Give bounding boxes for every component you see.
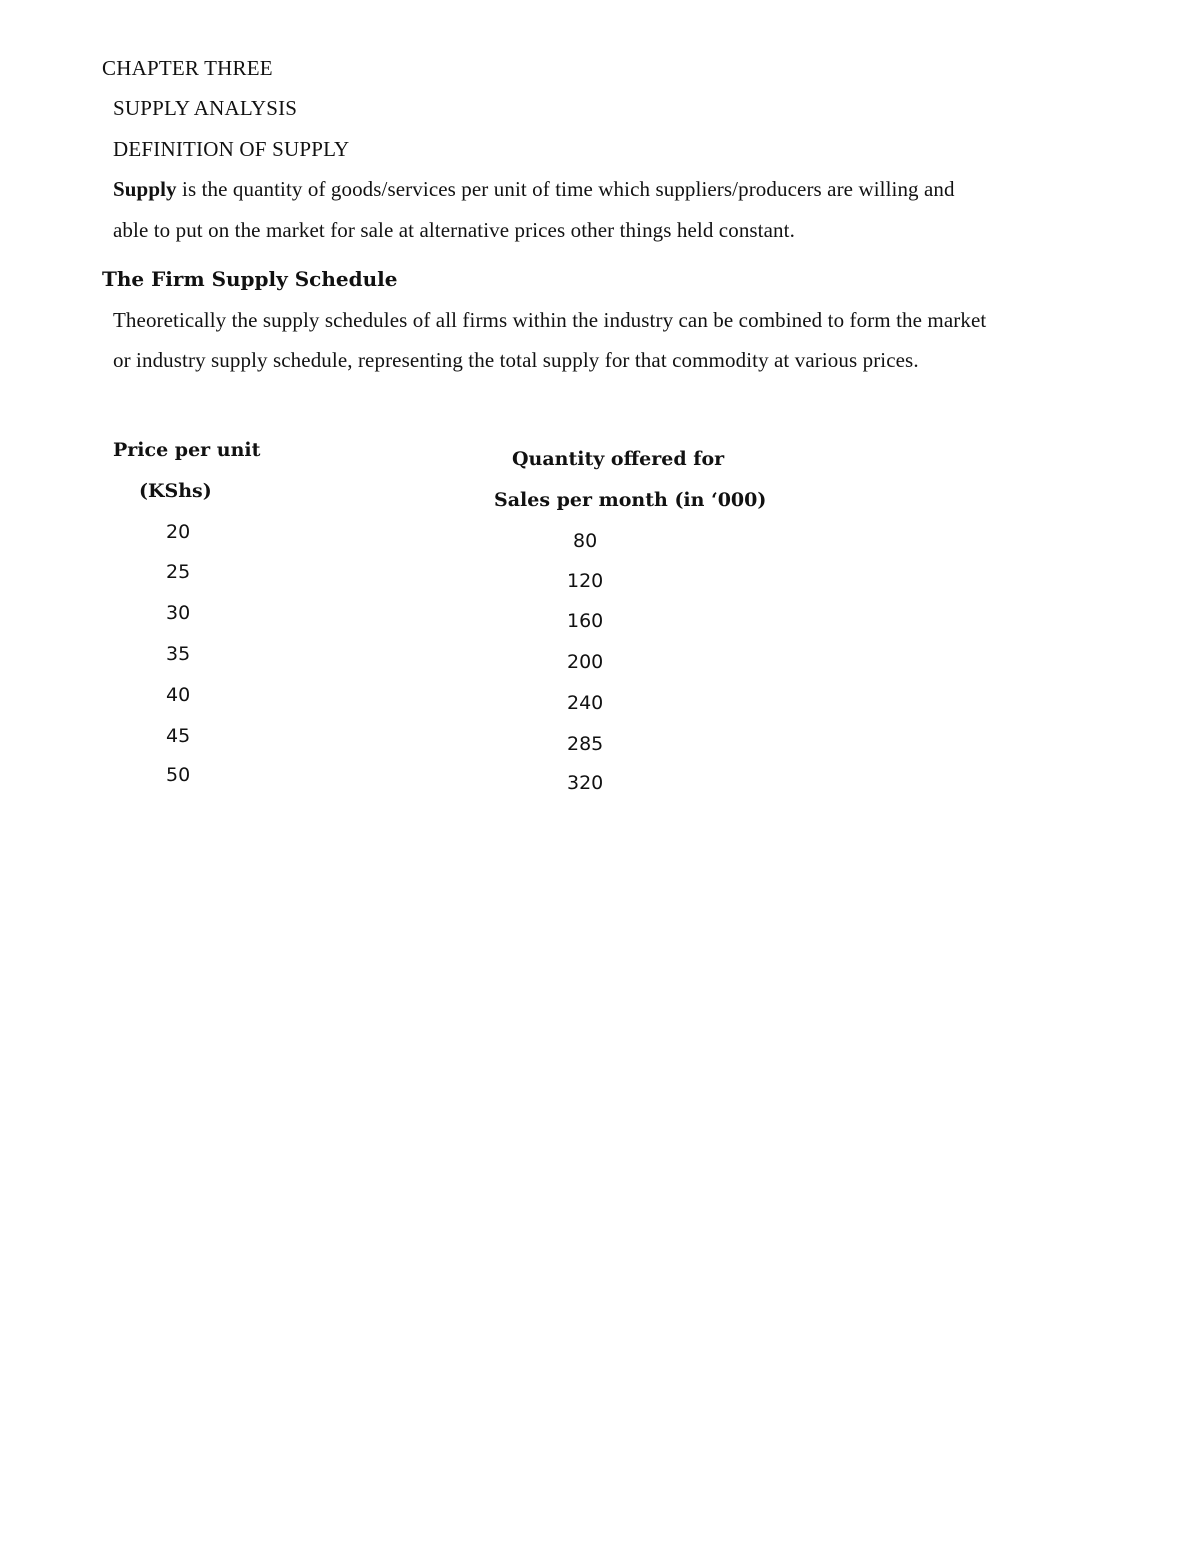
quantity-header-line-2: Sales per month (in ‘000) [494,489,767,511]
price-header-line-1: Price per unit [113,439,261,461]
price-cell: 35 [166,643,191,665]
quantity-cell: 320 [567,772,604,794]
chapter-title: CHAPTER THREE [102,56,273,80]
definition-line-1 [113,177,955,201]
price-cell: 25 [166,561,191,583]
schedule-text-line-1: Theoretically the supply schedules of all firms within the industry can be combined to form the market [113,308,987,332]
quantity-cell: 120 [567,570,604,592]
quantity-header-line-1: Quantity offered for [512,448,725,470]
definition-line-2: able to put on the market for sale at alternative prices other things held constant. [113,218,795,242]
price-cell: 40 [166,684,191,706]
quantity-cell: 240 [567,692,604,714]
schedule-text-line-2: or industry supply schedule, representing the total supply for that commodity at various prices. [113,348,919,372]
definition-text-1: is the quantity of goods/services per unit of time which suppliers/producers are willing and [176,177,955,201]
quantity-cell: 285 [567,733,604,755]
price-cell: 50 [166,764,191,786]
quantity-cell: 160 [567,610,604,632]
price-cell: 20 [166,521,191,543]
definition-term: Supply [113,177,177,201]
price-cell: 30 [166,602,191,624]
subsection-title: DEFINITION OF SUPPLY [113,137,350,161]
section-title: SUPPLY ANALYSIS [113,96,298,120]
quantity-cell: 80 [573,530,598,552]
price-cell: 45 [166,725,191,747]
schedule-heading: The Firm Supply Schedule [102,267,398,291]
price-header-line-2: (KShs) [139,480,212,502]
quantity-cell: 200 [567,651,604,673]
